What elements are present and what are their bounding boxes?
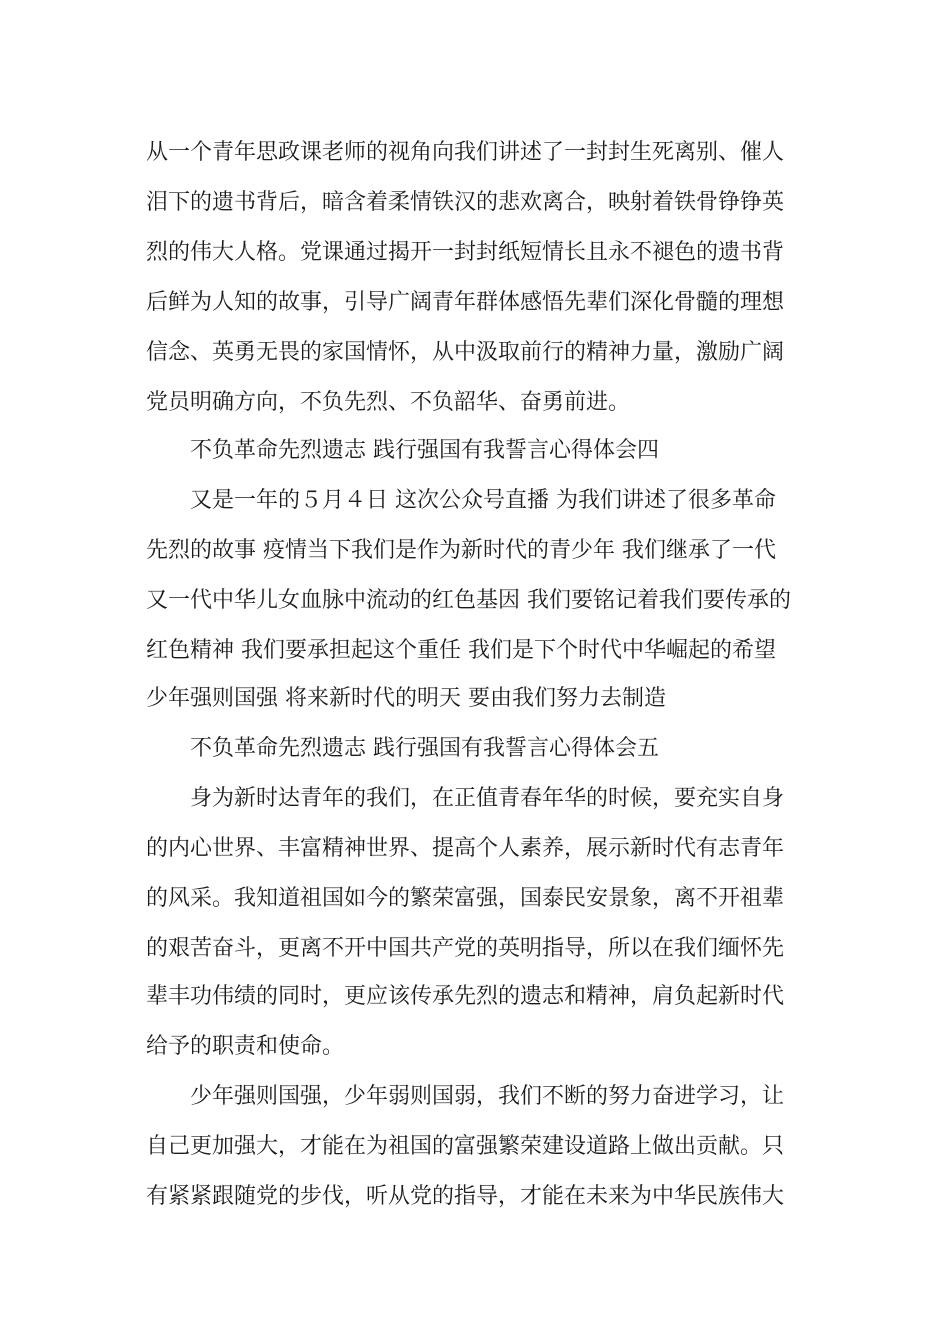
paragraph-line: 后鲜为人知的故事，引导广阔青年群体感悟先辈们深化骨髓的理想 [146, 290, 785, 315]
paragraph-line: 从一个青年思政课老师的视角向我们讲述了一封封生死离别、催人 [146, 140, 785, 165]
paragraph-line: 红色精神 我们要承担起这个重任 我们是下个时代中华崛起的希望 [146, 638, 776, 663]
paragraph-line: 又是一年的５月４日 这次公众号直播 为我们讲述了很多革命 [190, 488, 776, 513]
paragraph-line: 烈的伟大人格。党课通过揭开一封封纸短情长且永不褪色的遗书背 [146, 240, 785, 265]
paragraph-line: 的内心世界、丰富精神世界、提高个人素养，展示新时代有志青年 [146, 836, 785, 861]
paragraph-line: 的风采。我知道祖国如今的繁荣富强，国泰民安景象，离不开祖辈 [146, 886, 785, 911]
paragraph-line: 给予的职责和使命。 [146, 1034, 345, 1059]
section-heading: 不负革命先烈遗志 践行强国有我誓言心得体会四 [190, 438, 659, 463]
paragraph-line: 少年强则国强，少年弱则国弱，我们不断的努力奋进学习，让 [190, 1084, 785, 1109]
paragraph-line: 的艰苦奋斗，更离不开中国共产党的英明指导，所以在我们缅怀先 [146, 936, 785, 961]
paragraph-line: 辈丰功伟绩的同时，更应该传承先烈的遗志和精神，肩负起新时代 [146, 984, 785, 1009]
paragraph-line: 信念、英勇无畏的家国情怀，从中汲取前行的精神力量，激励广阔 [146, 340, 785, 365]
paragraph-line: 自己更加强大，才能在为祖国的富强繁荣建设道路上做出贡献。只 [146, 1134, 785, 1159]
paragraph-line: 有紧紧跟随党的步伐，听从党的指导，才能在未来为中华民族伟大 [146, 1184, 785, 1209]
paragraph-line: 党员明确方向，不负先烈、不负韶华、奋勇前进。 [146, 390, 631, 415]
paragraph-line: 身为新时达青年的我们，在正值青春年华的时候，要充实自身 [190, 786, 785, 811]
paragraph-line: 泪下的遗书背后，暗含着柔情铁汉的悲欢离合，映射着铁骨铮铮英 [146, 190, 785, 215]
paragraph-line: 少年强则国强 将来新时代的明天 要由我们努力去制造 [146, 686, 666, 711]
paragraph-line: 先烈的故事 疫情当下我们是作为新时代的青少年 我们继承了一代 [146, 538, 776, 563]
section-heading: 不负革命先烈遗志 践行强国有我誓言心得体会五 [190, 736, 659, 761]
paragraph-line: 又一代中华儿女血脉中流动的红色基因 我们要铭记着我们要传承的 [146, 588, 791, 613]
